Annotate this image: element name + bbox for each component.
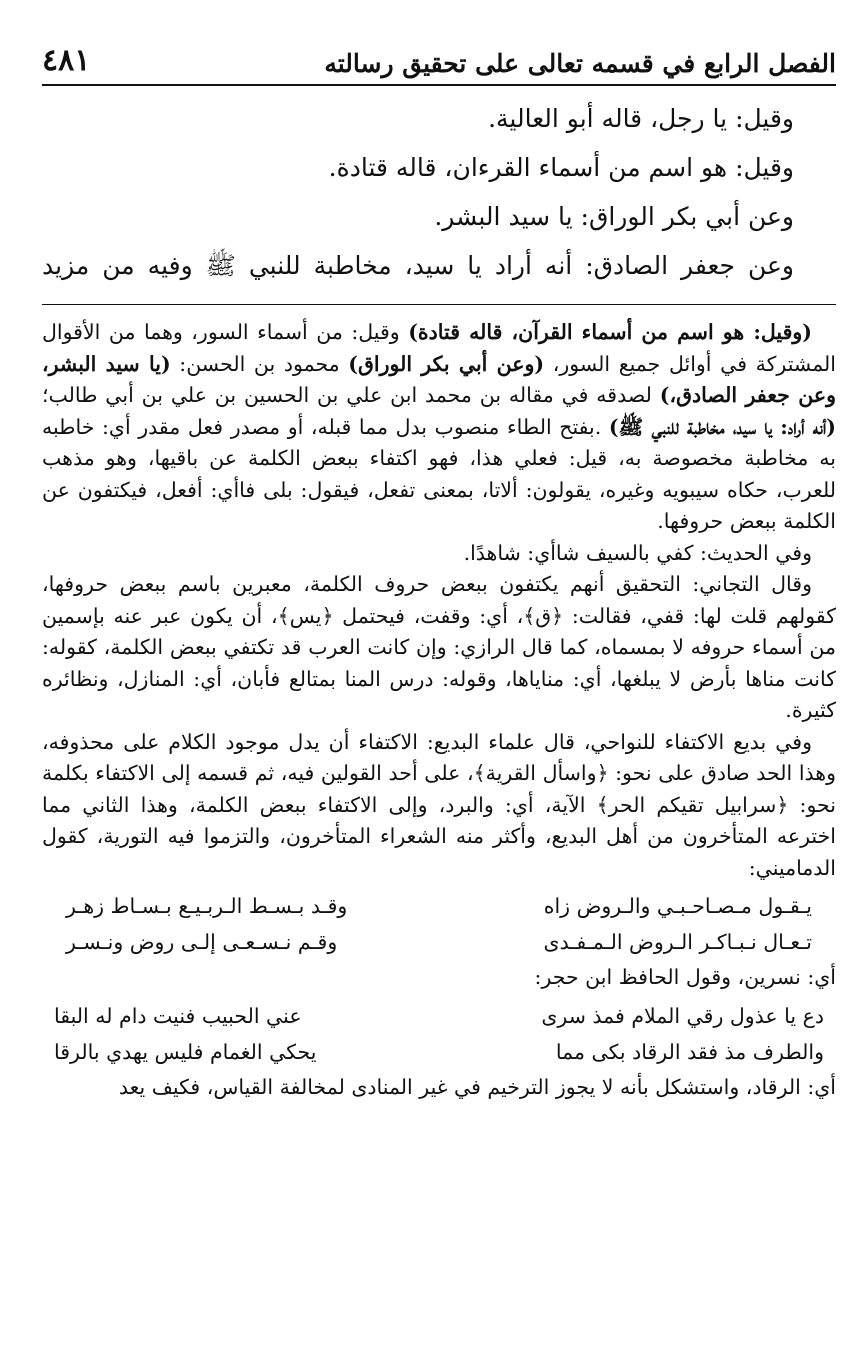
footnote-separator [42,304,836,305]
quoted-lemma: (يا سيد البشر، وعن جعفر الصادق،) [42,351,836,407]
main-text-line: وقيل: هو اسم من أسماء القرءان، قاله قتادة. [328,153,794,182]
poem-verse [42,924,836,960]
commentary-text: محمود بن الحسن: [170,351,349,376]
commentary-paragraph: وقال التجاني: التحقيق أنهم يكتفون ببعض حروف الكلمة، معبرين باسم ببعض حروفها، كقولهم قلت لها: قفي، فقالت: ﴿ق﴾، أي: وقفت، فيحتمل ﴿يس﴾، أن يكون عبر عنه بإسمين من أسماء حروفه لا بمسماه، كما قال الرازي: وإن كانت العرب قد تكتفي ببعض الكلمة، كقوله: كانت مناها بأرض لا يبلغها، أي: مناياها، وقوله: درس المنا بمتالع فأبان، أي: المنازل، ونظائره كثيرة. [42,572,836,722]
poem-verse [42,888,836,924]
main-text [42,94,836,290]
hemistich-first: والطرف مذ فقد الرقاد بكى مما [555,1039,824,1064]
page-number: ٤٨١ [42,43,91,78]
commentary-paragraph: أي: الرقاد، واستشكل بأنه لا يجوز الترخيم في غير المنادى لمخالفة القياس، فكيف يعد [118,1074,836,1099]
page-header [42,36,836,86]
hemistich-first: دع يا عذول رقي الملام فمذ سرى [541,1003,824,1028]
main-text-line: وعن جعفر الصادق: أنه أراد يا سيد، مخاطبة للنبي ﷺ وفيه من مزيد [42,251,794,280]
poem-verse [42,998,836,1034]
poem-verse [42,1034,836,1070]
main-text-line: وقيل: يا رجل، قاله أبو العالية. [488,104,794,133]
quoted-lemma: (أنه أراد: يا سيد، مخاطبة للنبي ﷺ) [608,414,836,439]
commentary-text: .بفتح الطاء منصوب بدل مما قبله، أو مصدر فعل مقدر أي: خاطبه به مخاطبة مخصوصة به، قيل: فعلي هذا، فهو اكتفاء ببعض الكلمة عن باقيها، وهو مذهب للعرب، حكاه سيبويه وغيره، يقولون: ألاتا، بمعنى تفعل، فيقول: بلى فاأي: أفعل، فيكتفون عن الكلمة ببعض حروفها. [42,414,836,533]
main-text-line: وعن أبي بكر الوراق: يا سيد البشر. [434,202,794,231]
commentary-text: لصدقه في مقاله بن محمد ابن علي بن الحسين بن علي بن أبي طالب؛ [42,383,660,407]
commentary-paragraph: وفي الحديث: كفي بالسيف شاأي: شاهدًا. [463,540,812,565]
poem-dammamini [42,888,836,960]
commentary-paragraph [42,317,836,538]
commentary-text: وقيل: من أسماء السور، وهما من الأقوال المشتركة في أوائل جميع السور، [42,320,836,376]
hemistich-first: تـعـال نـبـاكـر الـروض الـمـفـدى [543,930,812,954]
hemistich-second: وقـد بـسـط الـربـيـع بـسـاط زهـر [66,894,348,918]
hemistich-second: وقـم نـسـعـى إلـى روض ونـسـر [66,930,338,954]
poem-ibn-hajar [42,998,836,1070]
commentary [42,317,836,1103]
hemistich-first: يـقـول مـصـاحـبـي والـروض زاه [543,894,812,918]
quoted-lemma: (وقيل: هو اسم من أسماء القرآن، قاله قتادة) [408,320,812,344]
hemistich-second: يحكي الغمام فليس يهدي بالرقا [54,1039,317,1064]
commentary-paragraph: وفي بديع الاكتفاء للنواحي، قال علماء البديع: الاكتفاء أن يدل موجود الكلام على محذوفه، وهذا الحد صادق على نحو: ﴿واسأل القرية﴾، على أحد القولين فيه، ثم قسمه إلى الاكتفاء بكلمة نحو: ﴿سرابيل تقيكم الحر﴾ الآية، أي: والبرد، وإلى الاكتفاء ببعض الكلمة، وهذا الثاني مما اخترعه المتأخرون من أهل البديع، وأكثر منه الشعراء المتأخرون، والتزموا فيه التورية، كقول الدماميني: [42,729,836,880]
commentary-paragraph: أي: نسرين، وقول الحافظ ابن حجر: [534,965,836,989]
running-title: الفصل الرابع في قسمه تعالى على تحقيق رسالته [324,49,836,78]
quoted-lemma: (وعن أبي بكر الوراق) [348,351,545,376]
hemistich-second: عني الحبيب فنيت دام له البقا [54,1003,302,1028]
